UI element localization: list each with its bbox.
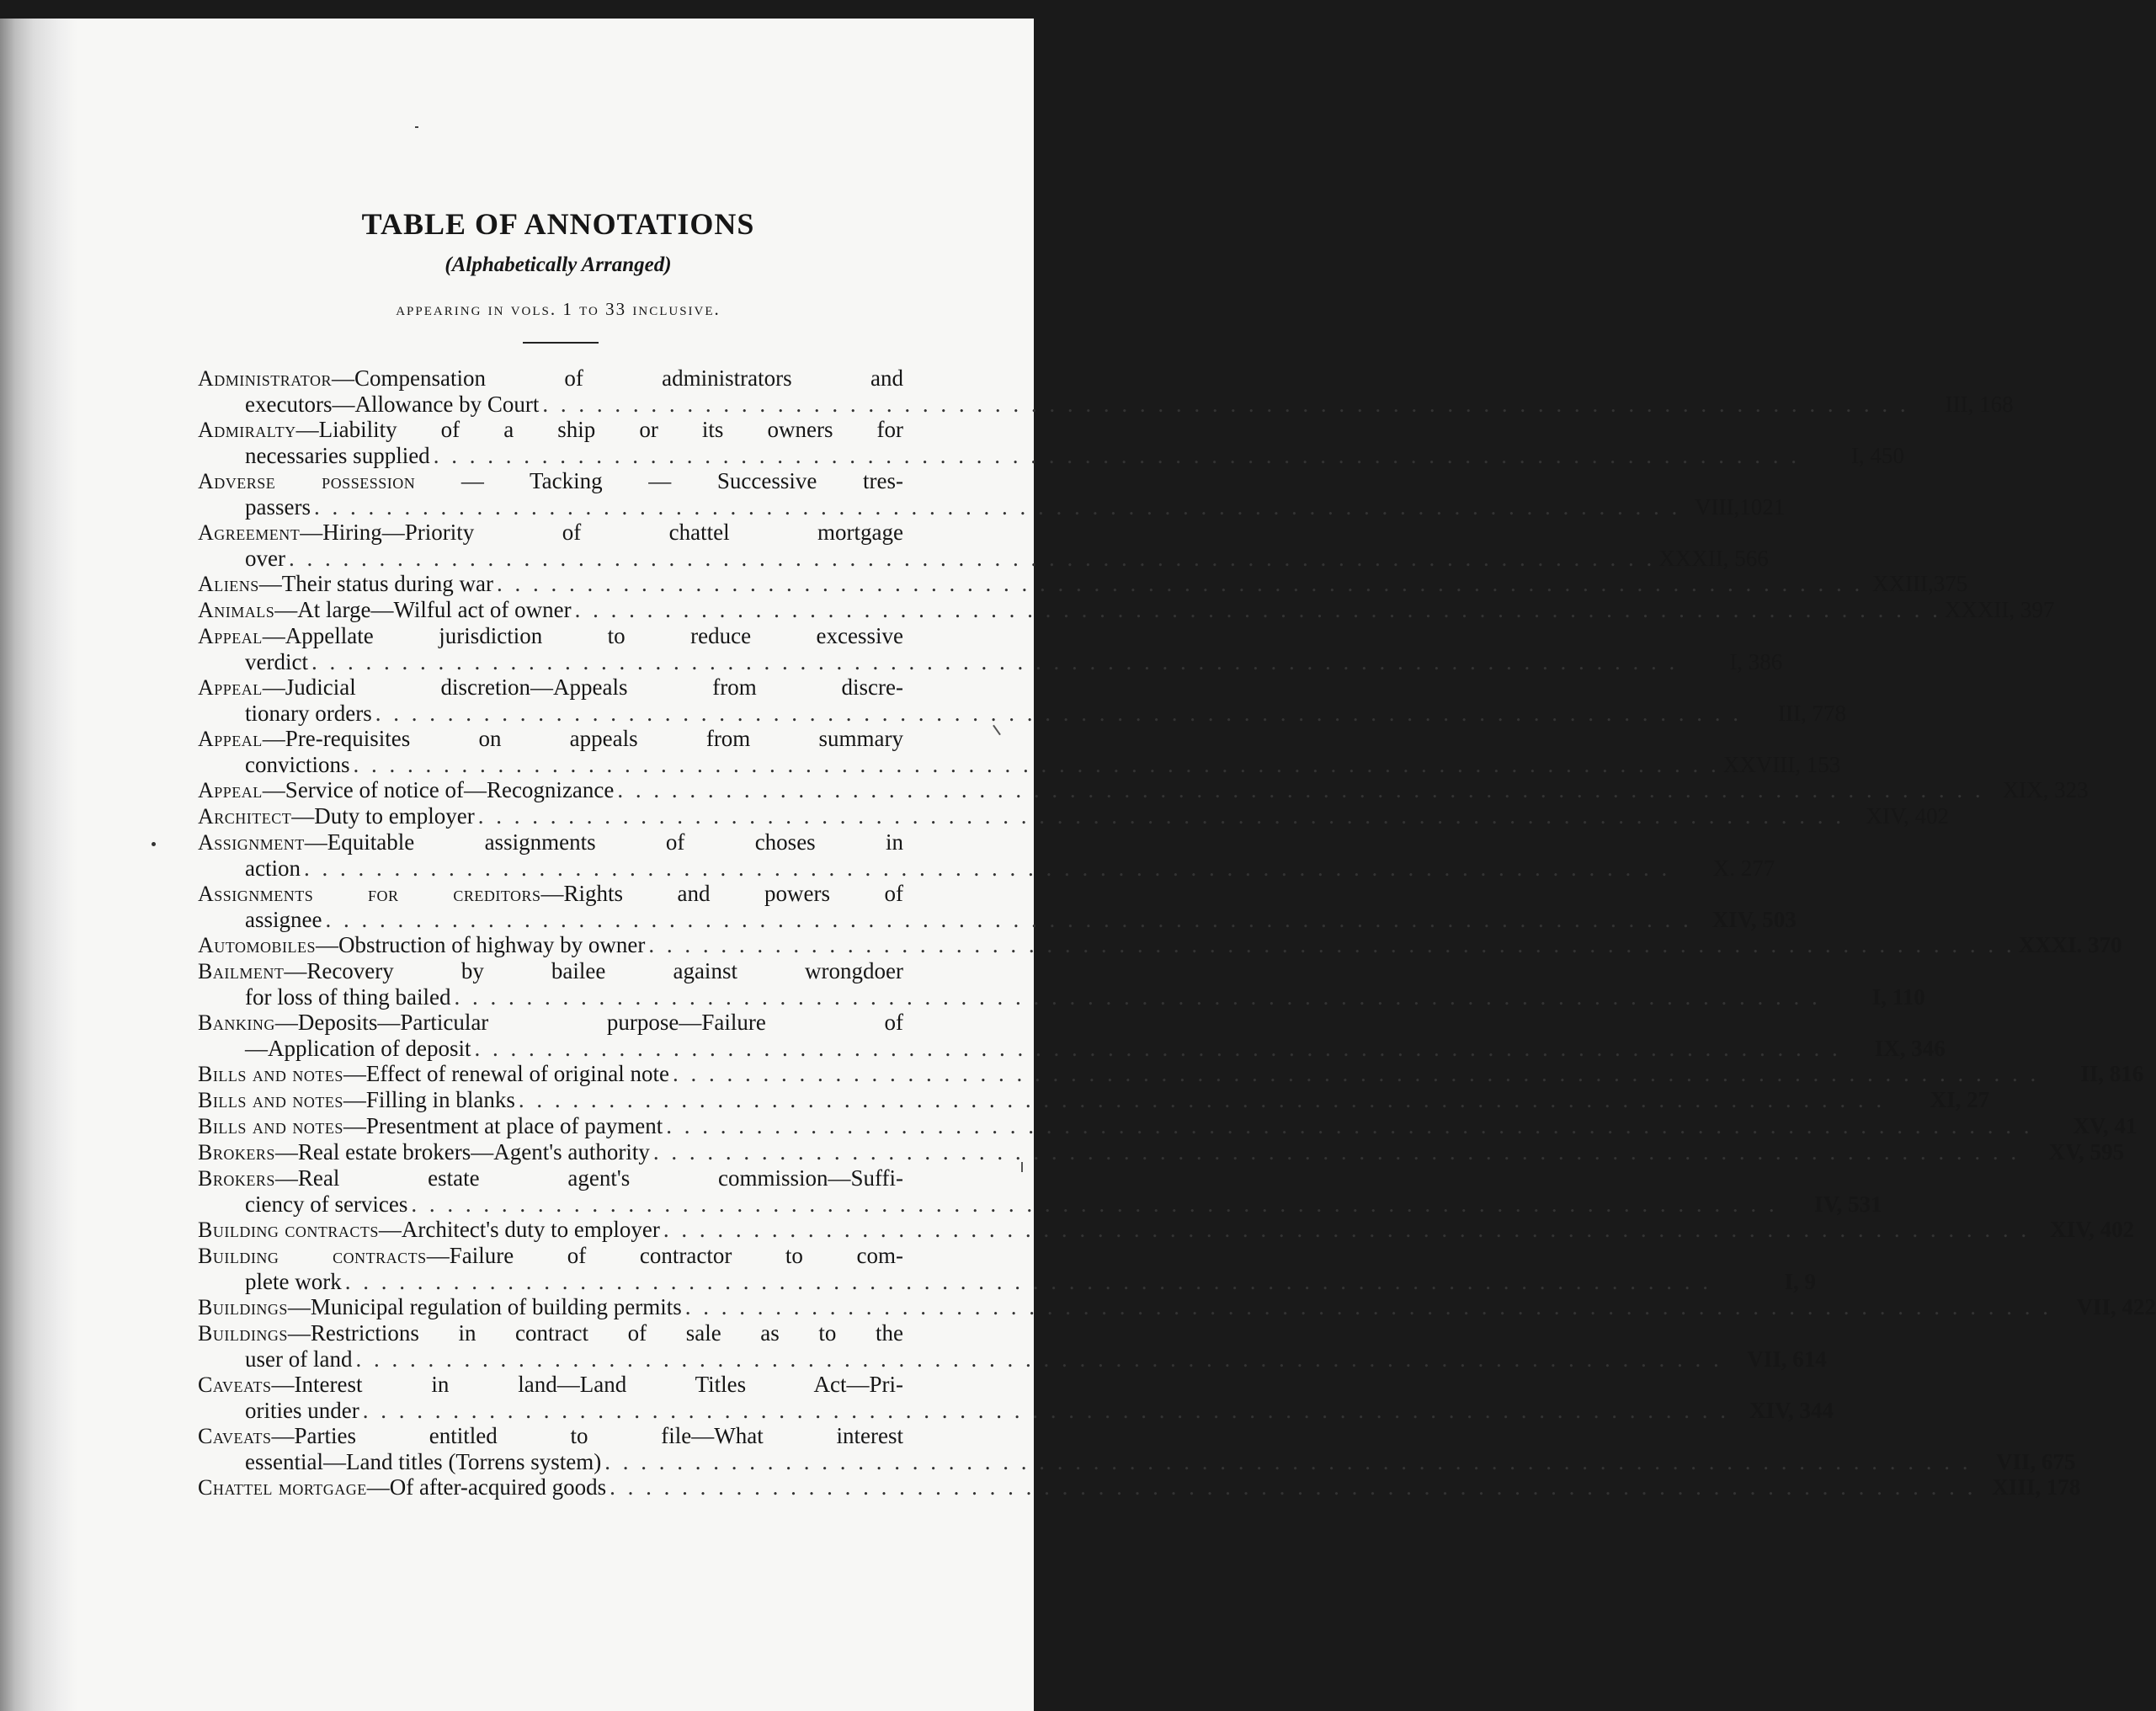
entry-first-line [198,1087,1990,1113]
entry-first-line [198,1165,903,1191]
entry-heading: Caveats [198,1373,272,1397]
entry-first-line [198,623,903,649]
volume-page-reference: X. 277 [1712,856,1775,881]
entry-first-line [198,1423,903,1449]
entry-continuation-line [198,649,1783,674]
volume-page-reference: XXXII, 566 [1658,546,1769,571]
annotation-entry [198,597,2055,623]
volume-page-reference: XXVIII, 153 [1722,752,1841,777]
entry-text [198,958,903,984]
entry-heading: Brokers [198,1140,275,1165]
entry-heading: Appeal [198,624,263,648]
annotation-entry [198,468,1786,520]
volume-page-reference: I, 9 [1784,1269,1816,1294]
entry-text [198,829,903,856]
entry-text [198,1087,515,1113]
entry-heading: Architect [198,804,292,829]
entry-text [198,1165,903,1191]
entry-text [198,777,614,803]
entry-first-line [198,1217,2135,1243]
leader-dots: . . . . . . . . . . . . . . . . . . . . . . . . . . . . . . . . . . . . . . . . . . . . . . . . . . . . . . . . . . . . . . . . . . . . . . . . . . . . [313,494,1681,520]
leader-dots: . . . . . . . . . . . . . . . . . . . . . . . . . . . . . . . . . . . . . . . . . . . . . . . . . . . . . . . . . . . . . . . . . . . . . . . . . . . . [311,649,1679,674]
annotation-list [198,365,2156,1500]
entry-continuation-line [198,701,1846,726]
entry-text [198,932,645,958]
entry-continuation-line [198,856,1775,881]
volume-page-reference: IV, 531 [1814,1191,1882,1217]
entry-description-continued: assignee [245,907,322,932]
entry-first-line [198,1061,2144,1087]
entry-first-line [198,1320,903,1346]
annotation-entry [198,1423,2076,1474]
entry-first-line [198,726,903,752]
volume-page-reference: VIII,1021 [1695,494,1786,520]
entry-description: —Deposits—Particular purpose—Failure of [274,1010,903,1035]
entry-description: —Hiring—Priority of chattel mortgage [300,520,903,545]
annotation-entry [198,365,2014,417]
entry-text [198,468,903,494]
entry-description: —Compensation of administrators and [331,365,903,391]
volume-page-reference: XIII, 178 [1992,1474,2081,1500]
entry-heading: Aliens [198,572,259,596]
entry-description: —Their status during war [258,571,493,596]
volume-page-reference: XIX, 323 [2002,777,2089,802]
leader-dots: . . . . . . . . . . . . . . . . . . . . . . . . . . . . . . . . . . . . . . . . . . . . . . . . . . . . . . . . . . . . . . . . . . . . . . . . . . . . [477,803,1845,829]
leader-dots: . . . . . . . . . . . . . . . . . . . . . . . . . . . . . . . . . . . . . . . . . . . . . . . . . . . . . . . . . . . . . . . . . . . . . . . . . . . . [353,752,1720,777]
entry-text [198,1423,903,1449]
entry-text [198,1294,682,1320]
print-mark [415,126,418,128]
entry-description: —Equitable assignments of choses in [304,829,903,855]
entry-description-continued: for loss of thing bailed [245,984,451,1010]
entry-continuation-line [198,443,1904,468]
entry-text [198,623,903,649]
entry-heading: Adverse possession [198,469,416,493]
entry-continuation-line [198,1346,1827,1372]
annotation-entry [198,417,1904,468]
entry-text [198,571,493,597]
entry-heading: Bills and notes [198,1062,343,1086]
entry-continuation-line [198,1269,1816,1294]
volume-page-reference: I, 450 [1850,443,1904,468]
volume-page-reference: I, 110 [1871,984,1925,1010]
entry-description-continued: orities under [245,1398,359,1423]
entry-continuation-line [198,1398,1834,1423]
entry-description-continued: user of land [245,1346,353,1372]
annotation-entry [198,1139,2125,1165]
annotation-entry [198,726,1841,777]
entry-text [198,365,903,392]
volume-page-reference: XV, 41 [2073,1113,2137,1138]
entry-first-line [198,597,2055,623]
volume-page-reference: XXXII, 397 [1944,597,2055,622]
entry-description-continued: convictions [245,752,350,777]
entry-description: —Liability of a ship or its owners for [295,417,903,442]
entry-description: —Failure of contractor to com- [426,1243,903,1268]
entry-text [198,520,903,546]
entry-heading: Buildings [198,1321,288,1346]
leader-dots: . . . . . . . . . . . . . . . . . . . . . . . . . . . . . . . . . . . . . . . . . . . . . . . . . . . . . . . . . . . . . . . . . . . . . . . . . . . . [344,1269,1711,1294]
entry-heading: Agreement [198,520,301,545]
volume-page-reference: I, 386 [1729,649,1783,674]
entry-description: —Duty to employer [291,803,475,829]
print-speck [152,842,156,846]
entry-first-line [198,881,903,907]
volume-page-reference: XI, 27 [1930,1087,1990,1112]
entry-description-continued: passers [245,494,311,520]
leader-dots: . . . . . . . . . . . . . . . . . . . . . . . . . . . . . . . . . . . . . . . . . . . . . . . . . . . . . . . . . . . . . . . . . . . . . . . . . . . . [303,856,1671,881]
entry-description-continued: action [245,856,301,881]
entry-description: —Of after-acquired goods [366,1474,607,1500]
entry-description: —Service of notice of—Recognizance [262,777,615,802]
leader-dots: . . . . . . . . . . . . . . . . . . . . . . . . . . . . . . . . . . . . . . . . . . . . . . . . . . . . . . . . . . . . . . . . . . . . . . . . . . . . [652,1139,2020,1165]
annotation-entry [198,1010,1946,1061]
entry-heading: Building contracts [198,1218,379,1242]
volume-page-reference: XIV, 402 [1866,803,1949,829]
annotation-entry [198,777,2089,803]
entry-heading: Bailment [198,959,285,983]
entry-text [198,417,903,443]
entry-first-line [198,1010,903,1036]
annotation-entry [198,1061,2144,1087]
leader-dots: . . . . . . . . . . . . . . . . . . . . . . . . . . . . . . . . . . . . . . . . . . . . . . . . . . . . . . . . . . . . . . . . . . . . . . . . . . . . [663,1217,2031,1242]
entry-text [198,1061,669,1087]
entry-first-line [198,365,903,392]
annotation-entry [198,881,1797,932]
entry-description-continued: —Application of deposit [245,1036,471,1061]
entry-continuation-line [198,752,1841,777]
entry-continuation-line [198,1449,2076,1474]
entry-first-line [198,829,903,856]
volume-scope: appearing in vols. 1 to 33 inclusive. [396,299,721,319]
entry-text [198,1010,903,1036]
entry-heading: Building contracts [198,1244,427,1268]
entry-first-line [198,1474,2081,1500]
volume-page-reference: III, 168 [1945,392,2014,417]
leader-dots: . . . . . . . . . . . . . . . . . . . . . . . . . . . . . . . . . . . . . . . . . . . . . . . . . . . . . . . . . . . . . . . . . . . . . . . . . . . . [454,984,1821,1010]
entry-description: —Real estate agent's commission—Suffi- [274,1165,903,1191]
entry-description: —Filling in blanks [343,1087,515,1112]
entry-heading: Chattel mortgage [198,1475,367,1500]
leader-dots: . . . . . . . . . . . . . . . . . . . . . . . . . . . . . . . . . . . . . . . . . . . . . . . . . . . . . . . . . . . . . . . . . . . . . . . . . . . . [684,1294,2052,1319]
entry-first-line [198,1113,2137,1139]
entry-description-continued: essential—Land titles (Torrens system) [245,1449,602,1474]
entry-description-continued: executors—Allowance by Court [245,392,540,417]
entry-description: —Rights and powers of [540,881,904,906]
annotation-entry [198,932,2122,958]
volume-page-reference: XXIII,375 [1871,571,1968,596]
entry-description: —Recovery by bailee against wrongdoer [284,958,903,983]
entry-heading: Bills and notes [198,1114,343,1138]
entry-description: — Tacking — Successive tres- [415,468,903,493]
entry-first-line [198,932,2122,958]
annotation-entry [198,1087,1990,1113]
leader-dots: . . . . . . . . . . . . . . . . . . . . . . . . . . . . . . . . . . . . . . . . . . . . . . . . . . . . . . . . . . . . . . . . . . . . . . . . . . . . [672,1061,2040,1086]
entry-first-line [198,803,1949,829]
leader-dots: . . . . . . . . . . . . . . . . . . . . . . . . . . . . . . . . . . . . . . . . . . . . . . . . . . . . . . . . . . . . . . . . . . . . . . . . . . . . [610,1474,1977,1500]
page-subtitle: (Alphabetically Arranged) [445,253,672,276]
leader-dots: . . . . . . . . . . . . . . . . . . . . . . . . . . . . . . . . . . . . . . . . . . . . . . . . . . . . . . . . . . . . . . . . . . . . . . . . . . . . [542,392,1909,417]
entry-description: —Real estate brokers—Agent's authority [274,1139,650,1165]
entry-text [198,1243,903,1269]
leader-dots: . . . . . . . . . . . . . . . . . . . . . . . . . . . . . . . . . . . . . . . . . . . . . . . . . . . . . . . . . . . . . . . . . . . . . . . . . . . . [604,1449,1972,1474]
entry-first-line [198,571,1968,597]
title-rule [523,342,599,344]
entry-first-line [198,417,903,443]
entry-heading: Administrator [198,366,332,391]
entry-description: —Pre-requisites on appeals from summary [262,726,903,751]
volume-page-reference: VII, 614 [1747,1346,1827,1372]
entry-heading: Assignment [198,830,305,855]
leader-dots: . . . . . . . . . . . . . . . . . . . . . . . . . . . . . . . . . . . . . . . . . . . . . . . . . . . . . . . . . . . . . . . . . . . . . . . . . . . . [617,777,1984,802]
book-spine-shadow [0,19,77,1711]
leader-dots: . . . . . . . . . . . . . . . . . . . . . . . . . . . . . . . . . . . . . . . . . . . . . . . . . . . . . . . . . . . . . . . . . . . . . . . . . . . . [474,1036,1841,1061]
entry-heading: Brokers [198,1166,275,1191]
entry-first-line [198,468,903,494]
annotation-entry [198,1217,2135,1243]
volume-page-reference: III, 778 [1777,701,1846,726]
annotation-entry [198,1320,1827,1372]
entry-continuation-line [198,984,1925,1010]
entry-text [198,674,903,701]
leader-dots: . . . . . . . . . . . . . . . . . . . . . . . . . . . . . . . . . . . . . . . . . . . . . . . . . . . . . . . . . . . . . . . . . . . . . . . . . . . . [648,932,2015,957]
volume-page-reference: XXXI. 370 [2018,932,2122,957]
entry-first-line [198,958,903,984]
annotation-entry [198,1474,2081,1500]
entry-heading: Appeal [198,675,263,700]
entry-heading: Caveats [198,1424,272,1448]
annotation-entry [198,1113,2137,1139]
entry-continuation-line [198,1191,1882,1217]
leader-dots: . . . . . . . . . . . . . . . . . . . . . . . . . . . . . . . . . . . . . . . . . . . . . . . . . . . . . . . . . . . . . . . . . . . . . . . . . . . . [375,701,1742,726]
entry-heading: Appeal [198,727,263,751]
annotation-entry [198,520,1769,571]
entry-first-line [198,1243,903,1269]
volume-page-reference: XIV, 402 [2050,1217,2135,1242]
entry-heading: Bills and notes [198,1088,343,1112]
entry-text [198,881,903,907]
annotation-entry [198,1243,1816,1294]
annotation-entry [198,1372,1834,1423]
volume-page-reference: VII, 422 [2076,1294,2156,1319]
annotation-entry [198,1165,1882,1217]
entry-first-line [198,520,903,546]
entry-text [198,1113,663,1139]
entry-heading: Appeal [198,778,263,802]
volume-page-reference: VII, 675 [1996,1449,2076,1474]
entry-description: —Parties entitled to file—What interest [271,1423,903,1448]
entry-description-continued: over [245,546,285,571]
entry-text [198,1320,903,1346]
entry-description-continued: tionary orders [245,701,372,726]
page-content [198,206,2156,1500]
entry-heading: Banking [198,1010,275,1035]
volume-page-reference: II, 816 [2080,1061,2144,1086]
entry-text [198,726,903,752]
annotation-entry [198,571,1968,597]
entry-description: —Municipal regulation of building permits [287,1294,682,1319]
annotation-entry [198,803,1949,829]
entry-text [198,1372,903,1398]
entry-first-line [198,1372,903,1398]
annotation-entry [198,623,1783,674]
entry-description: —Interest in land—Land Titles Act—Pri- [271,1372,903,1397]
entry-description: —Effect of renewal of original note [343,1061,669,1086]
entry-continuation-line [198,1036,1946,1061]
annotation-entry [198,674,1846,726]
page-title: TABLE OF ANNOTATIONS [361,207,755,241]
entry-text [198,1217,660,1243]
entry-text [198,597,572,623]
entry-first-line [198,777,2089,803]
entry-description: —Restrictions in contract of sale as to the [287,1320,903,1346]
leader-dots: . . . . . . . . . . . . . . . . . . . . . . . . . . . . . . . . . . . . . . . . . . . . . . . . . . . . . . . . . . . . . . . . . . . . . . . . . . . . [666,1113,2033,1138]
leader-dots: . . . . . . . . . . . . . . . . . . . . . . . . . . . . . . . . . . . . . . . . . . . . . . . . . . . . . . . . . . . . . . . . . . . . . . . . . . . . [411,1191,1778,1217]
entry-description: —Judicial discretion—Appeals from discre- [262,674,903,700]
entry-continuation-line [198,392,2014,417]
annotation-entry [198,1294,2156,1320]
entry-description: —At large—Wilful act of owner [274,597,572,622]
volume-page-reference: XV, 595 [2048,1139,2125,1165]
entry-heading: Assignments for creditors [198,882,541,906]
entry-heading: Admiralty [198,418,296,442]
entry-first-line [198,1294,2156,1320]
entry-heading: Buildings [198,1295,288,1319]
entry-description: —Presentment at place of payment [343,1113,663,1138]
entry-first-line [198,1139,2125,1165]
leader-dots: . . . . . . . . . . . . . . . . . . . . . . . . . . . . . . . . . . . . . . . . . . . . . . . . . . . . . . . . . . . . . . . . . . . . . . . . . . . . [325,907,1692,932]
leader-dots: . . . . . . . . . . . . . . . . . . . . . . . . . . . . . . . . . . . . . . . . . . . . . . . . . . . . . . . . . . . . . . . . . . . . . . . . . . . . [288,546,1656,571]
entry-description-continued: plete work [245,1269,342,1294]
entry-text [198,1474,606,1500]
volume-page-reference: IX, 346 [1874,1036,1946,1061]
entry-description-continued: necessaries supplied [245,443,430,468]
leader-dots: . . . . . . . . . . . . . . . . . . . . . . . . . . . . . . . . . . . . . . . . . . . . . . . . . . . . . . . . . . . . . . . . . . . . . . . . . . . . [496,571,1864,596]
entry-heading: Automobiles [198,933,316,957]
entry-first-line [198,674,903,701]
leader-dots: . . . . . . . . . . . . . . . . . . . . . . . . . . . . . . . . . . . . . . . . . . . . . . . . . . . . . . . . . . . . . . . . . . . . . . . . . . . . [355,1346,1722,1372]
entry-description: —Appellate jurisdiction to reduce excessive [262,623,903,648]
entry-continuation-line [198,546,1769,571]
entry-description: —Architect's duty to employer [378,1217,660,1242]
entry-continuation-line [198,494,1786,520]
leader-dots: . . . . . . . . . . . . . . . . . . . . . . . . . . . . . . . . . . . . . . . . . . . . . . . . . . . . . . . . . . . . . . . . . . . . . . . . . . . . [362,1398,1729,1423]
entry-continuation-line [198,907,1797,932]
entry-text [198,803,475,829]
leader-dots: . . . . . . . . . . . . . . . . . . . . . . . . . . . . . . . . . . . . . . . . . . . . . . . . . . . . . . . . . . . . . . . . . . . . . . . . . . . . [518,1087,1886,1112]
entry-description-continued: ciency of services [245,1191,408,1217]
entry-text [198,1139,650,1165]
annotation-entry [198,829,1775,881]
volume-page-reference: XIV, 503 [1711,907,1797,932]
leader-dots: . . . . . . . . . . . . . . . . . . . . . . . . . . . . . . . . . . . . . . . . . . . . . . . . . . . . . . . . . . . . . . . . . . . . . . . . . . . . [433,443,1800,468]
volume-page-reference: XIV, 344 [1749,1398,1834,1423]
annotation-entry [198,958,1925,1010]
entry-description-continued: verdict [245,649,308,674]
leader-dots: . . . . . . . . . . . . . . . . . . . . . . . . . . . . . . . . . . . . . . . . . . . . . . . . . . . . . . . . . . . . . . . . . . . . . . . . . . . . [574,597,1941,622]
entry-description: —Obstruction of highway by owner [315,932,646,957]
entry-heading: Animals [198,598,275,622]
